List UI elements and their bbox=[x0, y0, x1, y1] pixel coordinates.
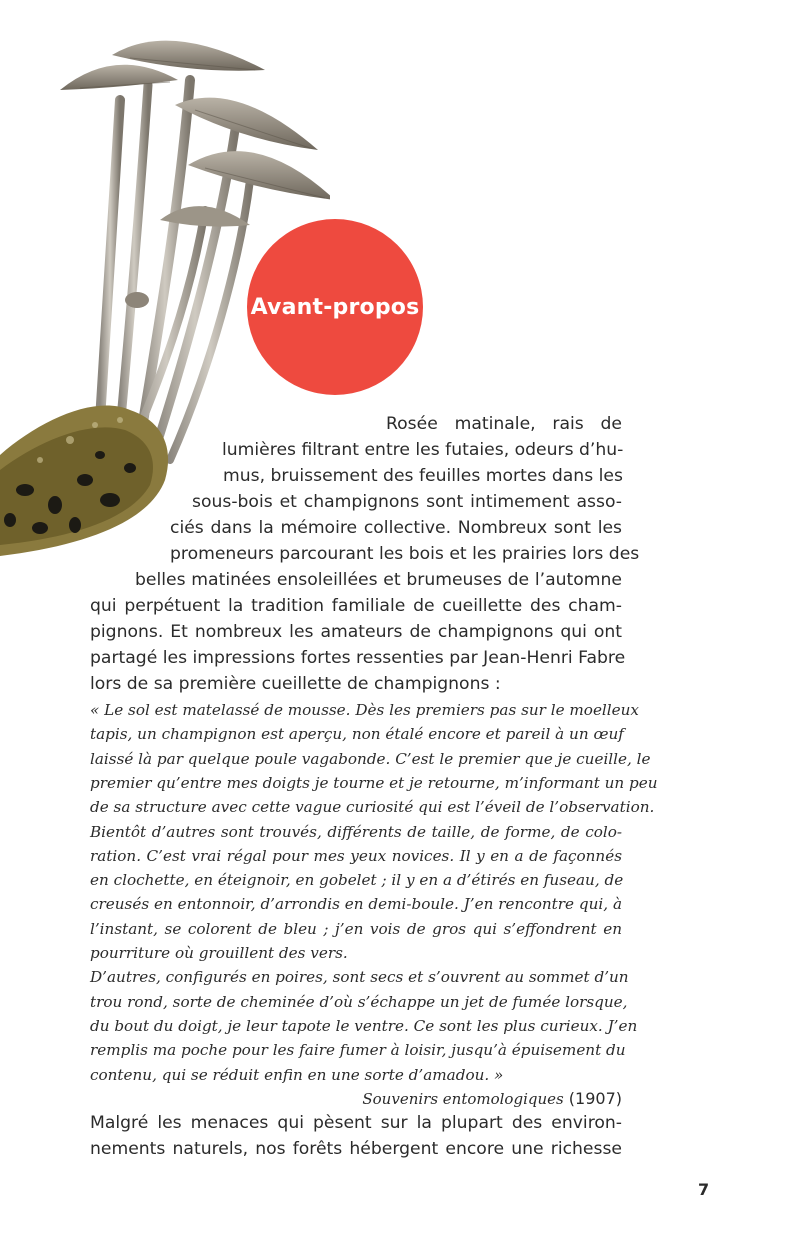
quote-line-final: contenu, qui se réduit enfin en une sorte d’amadou. » bbox=[90, 1065, 504, 1084]
citation-year: (1907) bbox=[568, 1088, 622, 1108]
heading-circle bbox=[247, 219, 423, 395]
quote-line: pourriture où grouillent des vers. bbox=[90, 944, 348, 962]
intro-line: belles matinées ensoleillées et brumeuses de l’automne bbox=[135, 570, 622, 590]
closing-line: Malgré les menaces qui pèsent sur la plupart des environ- bbox=[90, 1113, 622, 1134]
quote-line: de sa structure avec cette vague curiosité qui est l’éveil de l’observation. bbox=[90, 798, 655, 817]
quote-line: trou rond, sorte de cheminée d’où s’échappe un jet de fumée lorsque, bbox=[90, 992, 628, 1011]
intro-line: ciés dans la mémoire collective. Nombreux sont les bbox=[170, 518, 622, 538]
quote-line: en clochette, en éteignoir, en gobelet ; il y en a d’étirés en fuseau, de bbox=[90, 871, 624, 890]
intro-line: Rosée matinale, rais de bbox=[386, 414, 622, 434]
citation-work: Souvenirs entomologiques bbox=[362, 1089, 564, 1108]
quote-line: laissé là par quelque poule vagabonde. C’est le premier que je cueille, le bbox=[90, 749, 651, 768]
quote-line: « Le sol est matelassé de mousse. Dès les premiers pas sur le moelleux bbox=[90, 701, 639, 719]
closing-line: nements naturels, nos forêts hébergent encore une richesse bbox=[90, 1139, 622, 1160]
quote-line: D’autres, configurés en poires, sont secs et s’ouvrent au sommet d’un bbox=[90, 968, 629, 987]
intro-line: pignons. Et nombreux les amateurs de champignons qui ont bbox=[90, 622, 622, 642]
quote-line: du bout du doigt, je leur tapote le ventre. Ce sont les plus curieux. J’en bbox=[90, 1016, 638, 1035]
quote-line: Bientôt d’autres sont trouvés, différents de taille, de forme, de colo- bbox=[90, 822, 622, 841]
page-title: Avant-propos bbox=[250, 294, 420, 320]
citation bbox=[362, 1086, 622, 1112]
intro-line: partagé les impressions fortes ressenties par Jean-Henri Fabre bbox=[90, 648, 626, 668]
intro-line: qui perpétuent la tradition familiale de cueillette des cham- bbox=[90, 596, 622, 616]
quote-line: creusés en entonnoir, d’arrondis en demi-boule. J’en rencontre qui, à bbox=[90, 895, 622, 914]
quote-line: ration. C’est vrai régal pour mes yeux novices. Il y en a de façonnés bbox=[90, 846, 622, 865]
quote-line: l’instant, se colorent de bleu ; j’en vois de gros qui s’effondrent en bbox=[90, 919, 622, 938]
intro-line: sous-bois et champignons sont intimement asso- bbox=[192, 492, 622, 512]
intro-line: promeneurs parcourant les bois et les prairies lors des bbox=[170, 544, 640, 564]
page-number: 7 bbox=[698, 1180, 710, 1199]
quote-line: remplis ma poche pour les faire fumer à loisir, jusqu’à épuisement du bbox=[90, 1041, 626, 1060]
quote-line: tapis, un champignon est aperçu, non étalé encore et pareil à un œuf bbox=[90, 725, 624, 744]
intro-line: mus, bruissement des feuilles mortes dans les bbox=[223, 466, 623, 486]
intro-line: lumières filtrant entre les futaies, odeurs d’hu- bbox=[222, 440, 624, 460]
quote-line: premier qu’entre mes doigts je tourne et je retourne, m’informant un peu bbox=[90, 773, 658, 792]
intro-line: lors de sa première cueillette de champignons : bbox=[90, 674, 501, 694]
